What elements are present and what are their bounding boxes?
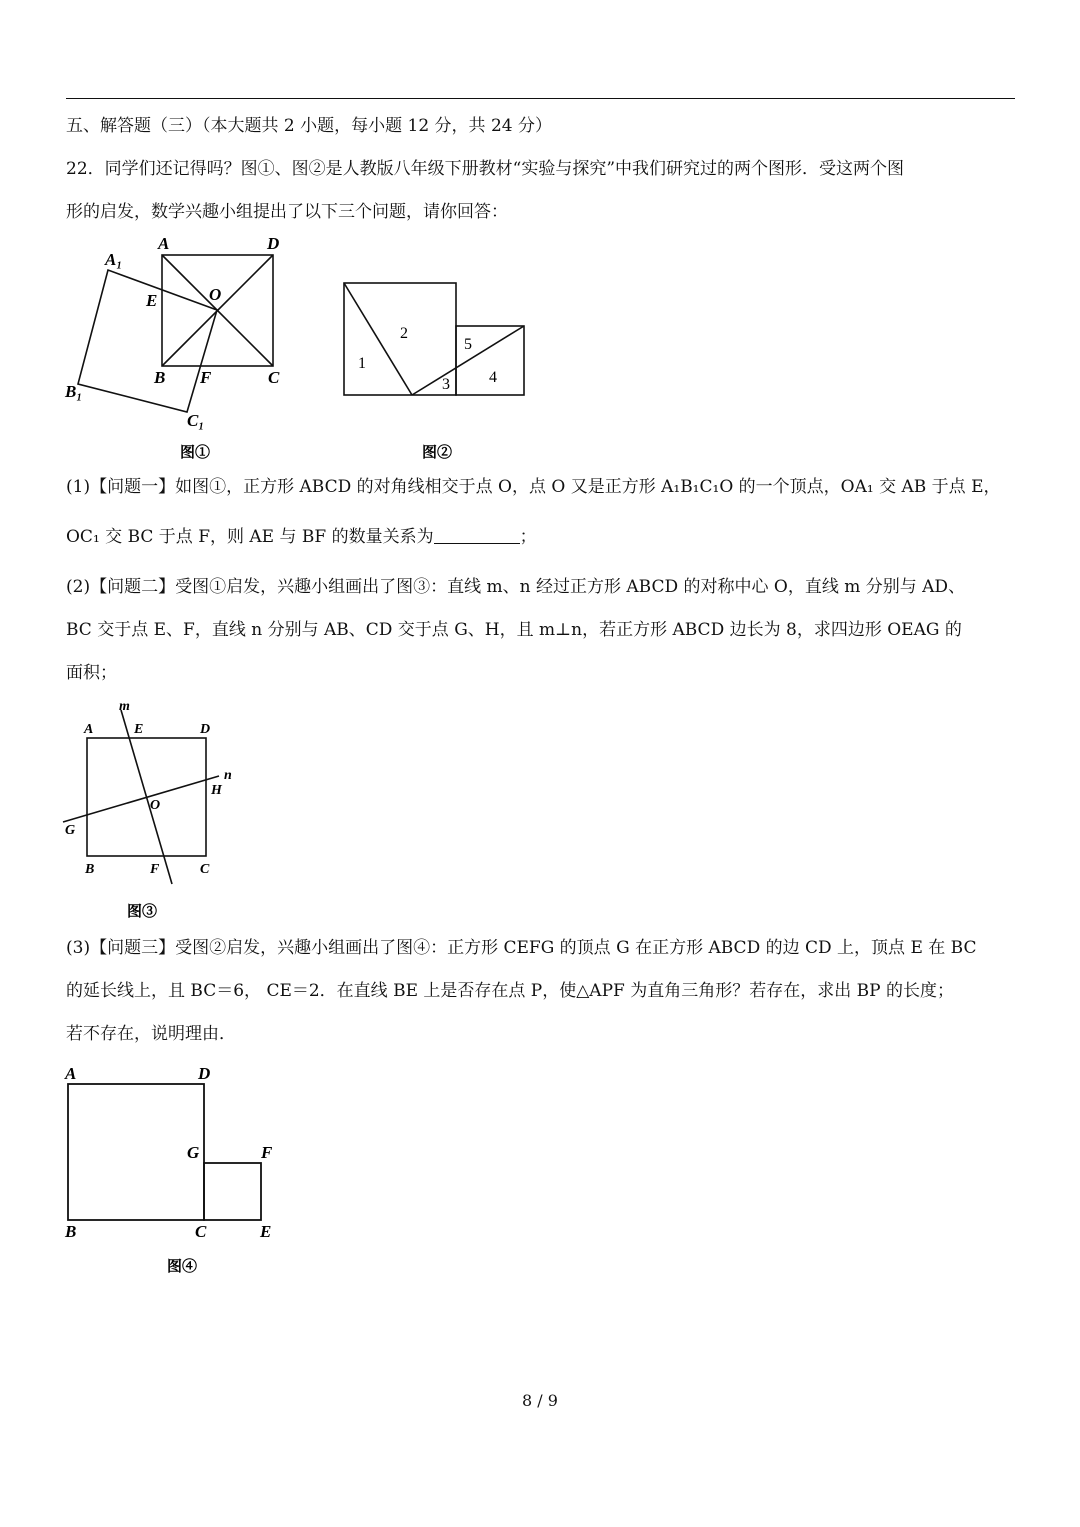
fig1-label-B1: B₁ (65, 382, 83, 401)
fig3-label-n: n (224, 768, 232, 783)
fig3-label-D: D (200, 722, 211, 737)
answer-blank[interactable] (434, 527, 520, 544)
figure1-caption: 图① (180, 445, 211, 461)
figure3-caption: 图③ (127, 904, 158, 920)
fig2-region-3: 3 (442, 376, 450, 393)
fig2-region-1: 1 (358, 355, 366, 372)
fig3-label-C: C (200, 862, 210, 877)
figure-4 (55, 1060, 295, 1280)
question-intro-line2: 形的启发，数学兴趣小组提出了以下三个问题，请你回答： (66, 202, 508, 222)
fig4-label-E: E (260, 1222, 272, 1241)
problem1-line1: (1)【问题一】如图①，正方形 ABCD 的对角线相交于点 O，点 O 又是正方形 A₁B₁C₁O 的一个顶点，OA₁ 交 AB 于点 E， (66, 477, 1001, 497)
figure-3 (55, 698, 255, 923)
fig4-label-A: A (65, 1064, 77, 1083)
fig1-label-F: F (200, 368, 212, 387)
figure-1 (60, 230, 290, 470)
fig2-region-2: 2 (400, 325, 408, 342)
problem3-line2: 的延长线上，且 BC＝6， CE＝2．在直线 BE 上是否存在点 P，使△APF 为直角三角形？若存在，求出 BP 的长度； (66, 981, 954, 1001)
problem1-line2: OC₁ 交 BC 于点 F，则 AE 与 BF 的数量关系为 (66, 527, 434, 547)
figure4-caption: 图④ (167, 1259, 198, 1275)
problem3-line3: 若不存在，说明理由． (66, 1024, 236, 1044)
fig3-label-A: A (84, 722, 94, 737)
fig1-label-A1: A₁ (105, 250, 123, 269)
fig3-label-O: O (150, 798, 161, 813)
fig3-label-B: B (85, 862, 95, 877)
fig4-label-F: F (261, 1143, 273, 1162)
figure-2 (335, 275, 535, 470)
fig1-label-D: D (267, 234, 280, 253)
fig3-label-F: F (150, 862, 160, 877)
problem2-line1: (2)【问题二】受图①启发，兴趣小组画出了图③：直线 m、n 经过正方形 ABCD 的对称中心 O，直线 m 分别与 AD、 (66, 577, 966, 597)
fig2-region-5: 5 (464, 336, 472, 353)
question-intro-line1: 22．同学们还记得吗？图①、图②是人教版八年级下册教材“实验与探究”中我们研究过的两个图形．受这两个图 (66, 159, 905, 179)
fig3-label-m: m (119, 699, 130, 714)
problem3-line1: (3)【问题三】受图②启发，兴趣小组画出了图④：正方形 CEFG 的顶点 G 在正方形 ABCD 的边 CD 上，顶点 E 在 BC (66, 938, 977, 958)
fig4-label-B: B (65, 1222, 77, 1241)
fig4-label-G: G (187, 1143, 200, 1162)
fig3-label-H: H (211, 783, 222, 798)
fig3-label-G: G (65, 823, 76, 838)
problem2-line2: BC 交于点 E、F，直线 n 分别与 AB、CD 交于点 G、H，且 m⊥n，若正方形 ABCD 边长为 8，求四边形 OEAG 的 (66, 620, 962, 640)
fig1-label-E: E (146, 291, 158, 310)
fig1-label-A: A (158, 234, 170, 253)
fig4-label-C: C (195, 1222, 207, 1241)
problem1-line2-wrap (66, 526, 537, 548)
header-rule (66, 98, 1015, 99)
fig1-label-C: C (268, 368, 280, 387)
fig1-label-C1: C₁ (187, 411, 205, 430)
problem1-line2-end: ； (519, 527, 537, 547)
section-header: 五、解答题（三）（本大题共 2 小题，每小题 12 分，共 24 分） (66, 116, 553, 136)
fig2-region-4: 4 (489, 369, 497, 386)
fig1-label-B: B (154, 368, 166, 387)
figure2-caption: 图② (422, 445, 453, 461)
fig3-label-E: E (134, 722, 144, 737)
problem2-line3: 面积； (66, 663, 117, 683)
fig1-label-O: O (209, 285, 222, 304)
fig4-label-D: D (198, 1064, 211, 1083)
page-number: 8 / 9 (522, 1391, 558, 1410)
